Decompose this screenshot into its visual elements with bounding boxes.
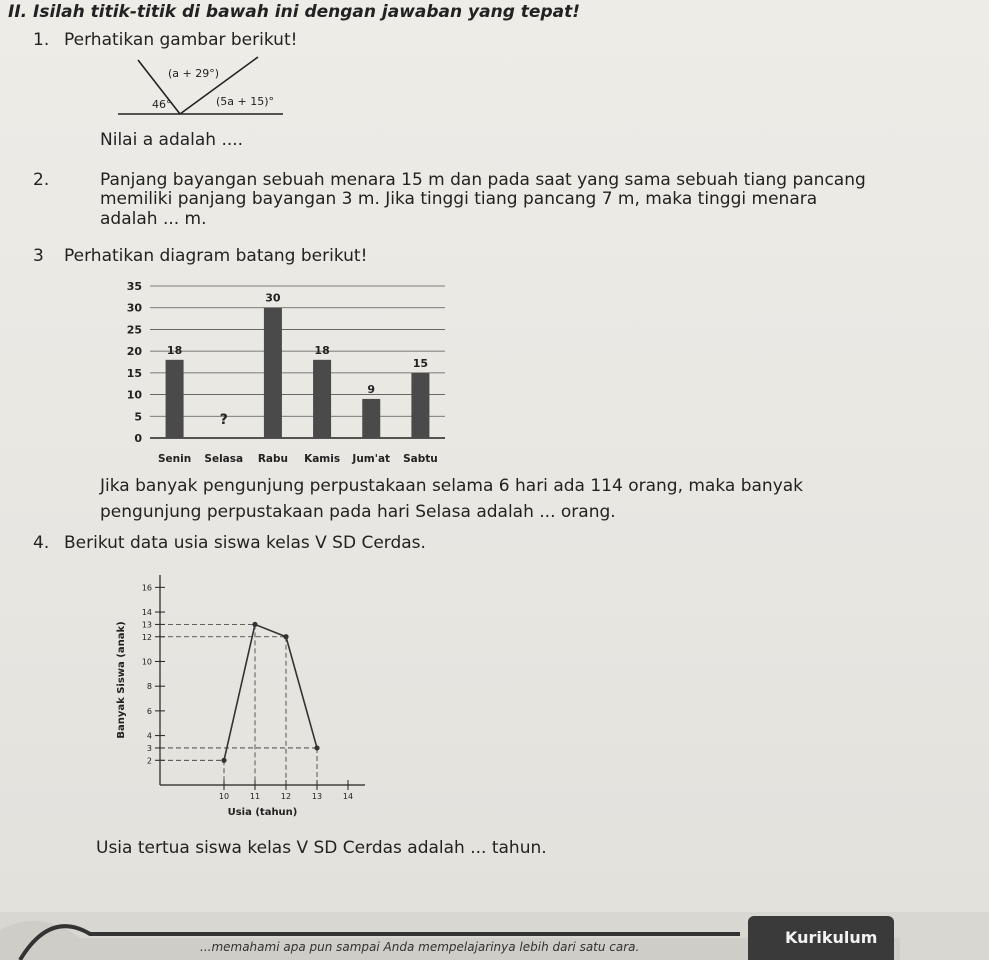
line-ytick-label: 8 [146, 682, 152, 692]
q3-text-2: pengunjung perpustakaan pada hari Selasa adalah ... orang. [100, 502, 616, 522]
q3-prompt: Perhatikan diagram batang berikut! [64, 246, 368, 266]
angle-top-label: (a + 29°) [168, 67, 220, 80]
bar-value-label: 18 [166, 343, 183, 357]
q4-question: Usia tertua siswa kelas V SD Cerdas adalah ... tahun. [96, 838, 547, 858]
line-ytick-label: 4 [146, 731, 152, 741]
line-point [252, 622, 257, 627]
line-xtick-label: 13 [311, 792, 323, 801]
bar-ytick-label: 30 [126, 301, 142, 315]
bar-chart [100, 272, 460, 472]
bar-ytick-label: 20 [126, 345, 142, 359]
line-ytick-label: 14 [141, 608, 152, 618]
line-xtick-label: 12 [280, 792, 292, 801]
line-ytick-label: 13 [141, 620, 152, 630]
line-xlabel: Usia (tahun) [227, 807, 298, 818]
q2-number: 2. [33, 170, 50, 190]
bar-value-label: 15 [412, 356, 429, 370]
line-xtick-label: 11 [249, 792, 261, 801]
bar-value-label: 18 [314, 343, 330, 357]
section-header: II. Isilah titik-titik di bawah ini dengan jawaban yang tepat! [8, 2, 580, 22]
bar-xtick-label: Rabu [257, 453, 289, 465]
line-xtick-label: 10 [218, 792, 230, 801]
bar-2 [264, 308, 282, 438]
angle-right-label: (5a + 15)° [216, 95, 275, 108]
bar-0 [166, 360, 184, 438]
q2-line-3: adalah ... m. [100, 209, 207, 229]
bar-xtick-label: Jum'at [352, 453, 391, 465]
q4-prompt: Berikut data usia siswa kelas V SD Cerdas. [64, 533, 426, 553]
line-ytick-label: 16 [141, 583, 152, 593]
line-ytick-label: 12 [141, 632, 152, 642]
line-series [224, 624, 317, 760]
q3-text-1: Jika banyak pengunjung perpustakaan selama 6 hari ada 114 orang, maka banyak [100, 476, 804, 496]
footer-text: ...memahami apa pun sampai Anda mempelajarinya lebih dari satu cara. [200, 940, 640, 954]
q4-number: 4. [33, 533, 50, 553]
bar-xtick-label: Selasa [204, 453, 244, 465]
line-point [283, 634, 288, 639]
line-chart [110, 565, 380, 830]
line-ylabel: Banyak Siswa (anak) [116, 621, 127, 739]
q3-number: 3 [33, 246, 44, 266]
bar-unknown-label: ? [219, 412, 228, 428]
q1-prompt: Perhatikan gambar berikut! [64, 30, 298, 50]
line-ytick-label: 2 [146, 756, 152, 766]
q1-question: Nilai a adalah .... [100, 130, 244, 150]
line-ytick-label: 10 [141, 657, 152, 667]
bar-ytick-label: 10 [126, 388, 142, 402]
bar-value-label: 9 [367, 382, 376, 396]
bar-xtick-label: Kamis [304, 453, 341, 465]
q2-line-1: Panjang bayangan sebuah menara 15 m dan pada saat yang sama sebuah tiang pancang [100, 170, 866, 190]
bar-value-label: 30 [265, 291, 281, 305]
bar-4 [362, 399, 380, 438]
line-point [314, 745, 319, 750]
angle-diagram [118, 55, 288, 120]
angle-left-label: 46° [152, 98, 172, 111]
line-xtick-label: 14 [342, 792, 354, 801]
q2-line-2: memiliki panjang bayangan 3 m. Jika tinggi tiang pancang 7 m, maka tinggi menara [100, 189, 818, 209]
bar-ytick-label: 5 [134, 410, 142, 424]
bar-5 [411, 373, 429, 438]
bar-ytick-label: 25 [126, 323, 142, 337]
bar-3 [313, 360, 331, 438]
bar-ytick-label: 15 [126, 366, 142, 380]
line-point [221, 758, 226, 763]
bar-ytick-label: 35 [126, 280, 142, 293]
bar-xtick-label: Sabtu [403, 453, 438, 465]
bar-ytick-label: 0 [134, 432, 142, 445]
q1-number: 1. [33, 30, 50, 50]
line-ytick-label: 6 [146, 706, 152, 716]
kurikulum-badge-label: Kurikulum [785, 928, 878, 947]
bar-xtick-label: Senin [157, 453, 192, 465]
line-ytick-label: 3 [146, 743, 152, 753]
